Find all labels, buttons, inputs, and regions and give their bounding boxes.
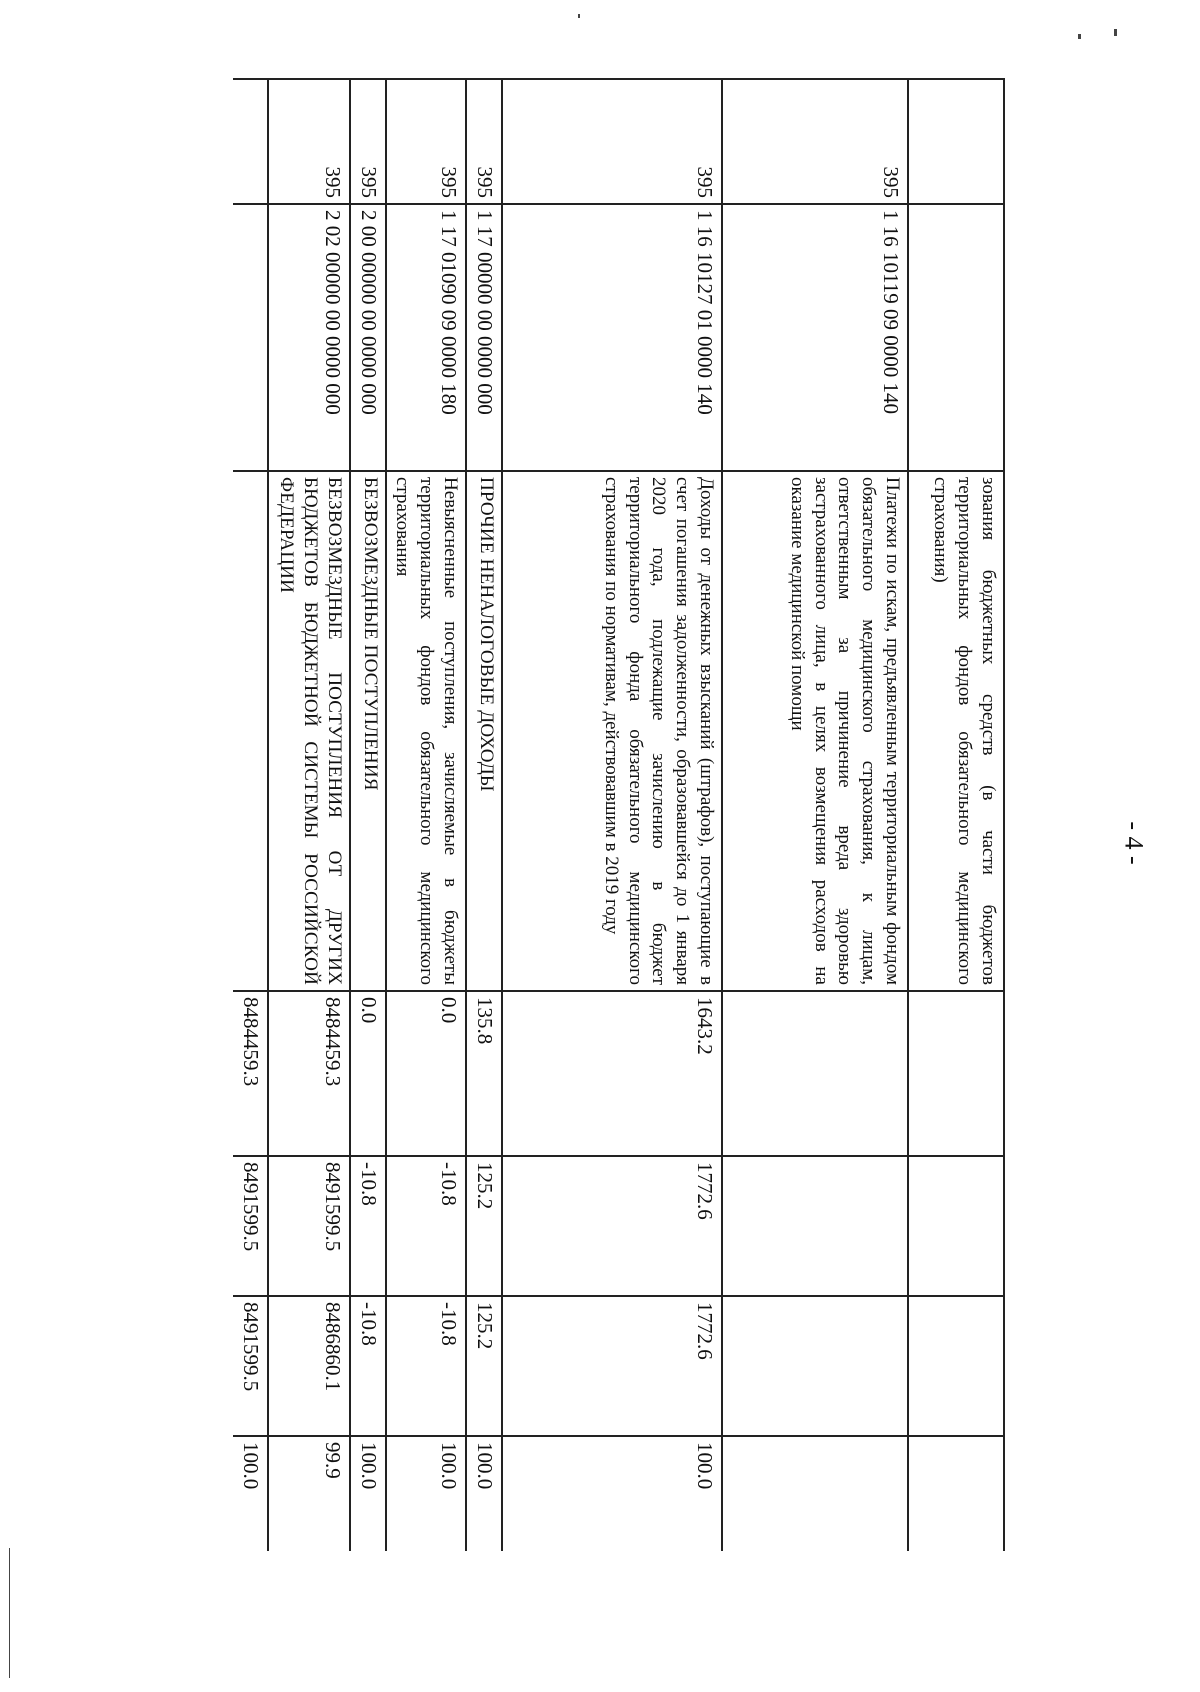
- scan-artifact: [578, 14, 580, 18]
- percent-cell: 100.0: [350, 1436, 386, 1551]
- percent-cell: 100.0: [386, 1436, 466, 1551]
- scan-artifact: [1114, 29, 1117, 36]
- approved-cell: 0.0: [386, 991, 466, 1156]
- planned-cell: -10.8: [386, 1156, 466, 1296]
- percent-cell: 100.0: [233, 1436, 268, 1551]
- approved-cell: 8484459.3: [268, 991, 350, 1156]
- admin-code-cell: 395: [466, 79, 502, 204]
- executed-cell: 1772.6: [502, 1296, 722, 1436]
- budget-code-cell: 1 16 10127 01 0000 140: [502, 204, 722, 471]
- page-number: - 4 -: [1119, 821, 1149, 865]
- approved-cell: [908, 991, 1004, 1156]
- income-name-cell: [233, 471, 268, 991]
- approved-cell: 8484459.3: [233, 991, 268, 1156]
- income-name-cell: Невыясненные поступления, зачисляемые в бюджеты территориальных фондов обязательного медицинского страхования: [386, 471, 466, 991]
- admin-code-cell: [233, 79, 268, 204]
- income-name-cell: ПРОЧИЕ НЕНАЛОГОВЫЕ ДОХОДЫ: [466, 471, 502, 991]
- executed-cell: 8491599.5: [233, 1296, 268, 1436]
- income-name-cell: зования бюджетных средств (в части бюджетов территориальных фондов обязательного медицинского страхования): [908, 471, 1004, 991]
- approved-cell: 0.0: [350, 991, 386, 1156]
- budget-code-cell: [908, 204, 1004, 471]
- percent-cell: [722, 1436, 908, 1551]
- budget-code-cell: 1 17 00000 00 0000 000: [466, 204, 502, 471]
- approved-cell: 135.8: [466, 991, 502, 1156]
- admin-code-cell: 395: [268, 79, 350, 204]
- approved-cell: 1643.2: [502, 991, 722, 1156]
- percent-cell: 100.0: [466, 1436, 502, 1551]
- approved-cell: [722, 991, 908, 1156]
- scan-artifact: [1078, 34, 1081, 39]
- percent-cell: 100.0: [502, 1436, 722, 1551]
- percent-cell: 99.9: [268, 1436, 350, 1551]
- budget-code-cell: 1 16 10119 09 0000 140: [722, 204, 908, 471]
- budget-code-cell: 2 02 00000 00 0000 000: [268, 204, 350, 471]
- admin-code-cell: [908, 79, 1004, 204]
- budget-code-cell: 1 17 01090 09 0000 180: [386, 204, 466, 471]
- planned-cell: 125.2: [466, 1156, 502, 1296]
- executed-cell: [908, 1296, 1004, 1436]
- planned-cell: 8491599.5: [233, 1156, 268, 1296]
- planned-cell: [908, 1156, 1004, 1296]
- executed-cell: [722, 1296, 908, 1436]
- executed-cell: -10.8: [386, 1296, 466, 1436]
- income-name-cell: БЕЗВОЗМЕЗДНЫЕ ПОСТУПЛЕНИЯ ОТ ДРУГИХ БЮДЖЕТОВ БЮДЖЕТНОЙ СИСТЕМЫ РОССИЙСКОЙ ФЕДЕРАЦИИ: [268, 471, 350, 991]
- income-name-cell: Доходы от денежных взысканий (штрафов), поступающие в счет погашения задолженности, образовавшейся до 1 января 2020 года, подлежащие зачислению в бюджет территориального фонда обязательного медицинского страхования по нормативам, действовавшим в 2019 году: [502, 471, 722, 991]
- table-row: [502, 79, 722, 1551]
- budget-code-cell: [233, 204, 268, 471]
- scan-edge-line: [9, 1548, 10, 1678]
- executed-cell: 8486860.1: [268, 1296, 350, 1436]
- income-name-cell: Платежи по искам, предъявленным территориальным фондом обязательного медицинского страхования, к лицам, ответственным за причинение вреда здоровью застрахованного лица, в целях возмещения расходов на оказание медицинской помощи: [722, 471, 908, 991]
- rotated-table: [233, 78, 1005, 1551]
- income-name-cell: БЕЗВОЗМЕЗДНЫЕ ПОСТУПЛЕНИЯ: [350, 471, 386, 991]
- table-row: [722, 79, 908, 1551]
- planned-cell: 1772.6: [502, 1156, 722, 1296]
- table-row: [233, 79, 268, 1551]
- table-row: [350, 79, 386, 1551]
- admin-code-cell: 395: [350, 79, 386, 204]
- table-row: [908, 79, 1004, 1551]
- planned-cell: 8491599.5: [268, 1156, 350, 1296]
- planned-cell: -10.8: [350, 1156, 386, 1296]
- rotated-table-frame: [233, 78, 1005, 1551]
- planned-cell: [722, 1156, 908, 1296]
- table-row: [268, 79, 350, 1551]
- admin-code-cell: 395: [722, 79, 908, 204]
- table-row: [386, 79, 466, 1551]
- admin-code-cell: 395: [386, 79, 466, 204]
- executed-cell: 125.2: [466, 1296, 502, 1436]
- executed-cell: -10.8: [350, 1296, 386, 1436]
- table-row: [466, 79, 502, 1551]
- percent-cell: [908, 1436, 1004, 1551]
- admin-code-cell: 395: [502, 79, 722, 204]
- revenue-table: [233, 78, 1005, 1551]
- budget-code-cell: 2 00 00000 00 0000 000: [350, 204, 386, 471]
